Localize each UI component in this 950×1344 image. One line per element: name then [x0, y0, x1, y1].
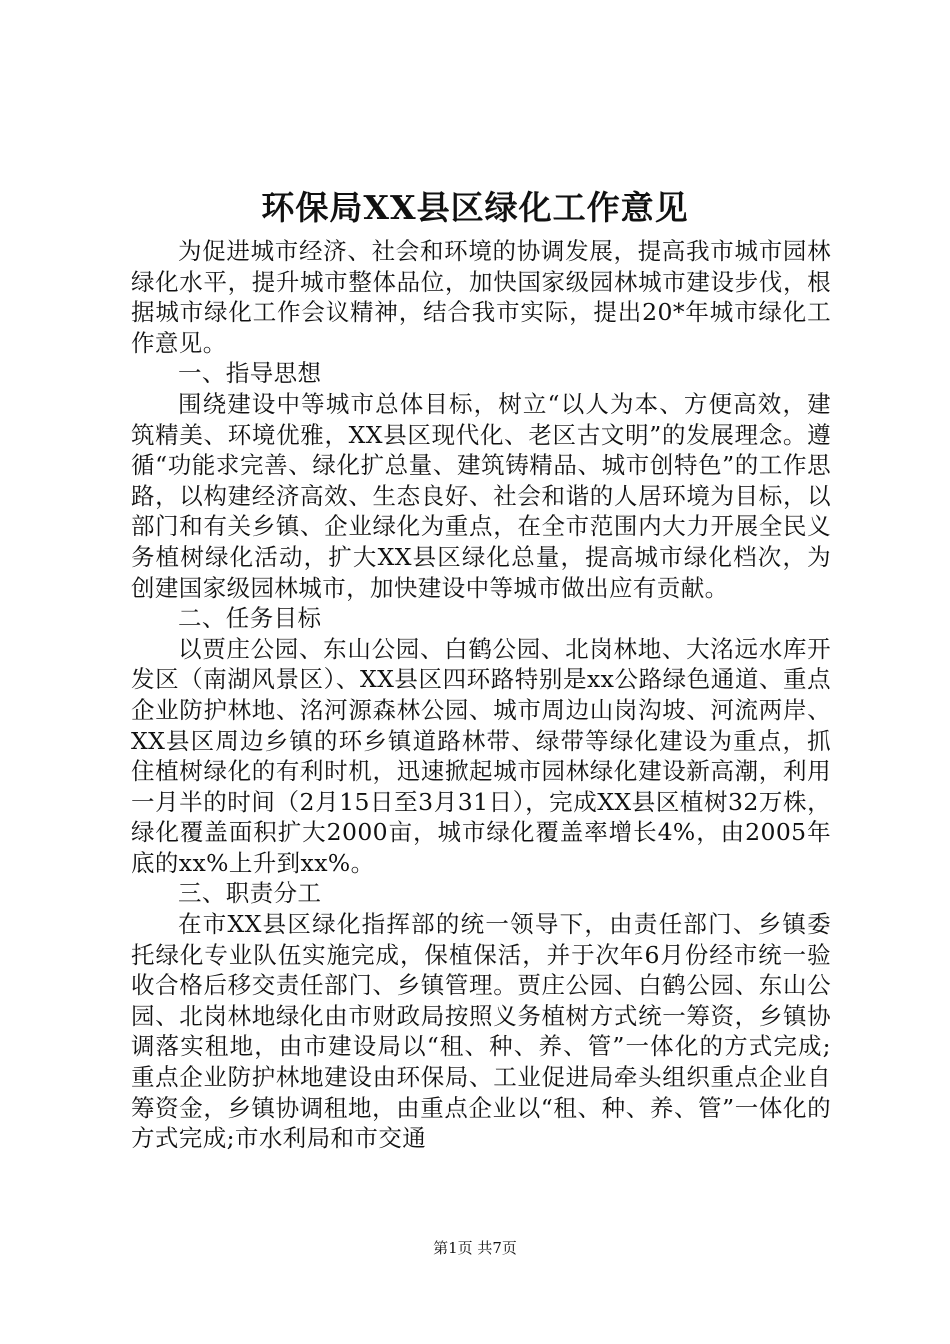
responsibilities-paragraph: 在市XX县区绿化指挥部的统一领导下，由责任部门、乡镇委托绿化专业队伍实施完成，保植保活，并于次年6月份经市统一验收合格后移交责任部门、乡镇管理。贾庄公园、白鹤公园、东山公园、北岗林地绿化由市财政局按照义务植树方式统一筹资，乡镇协调落实租地，由市建设局以“租、种、养、管”一体化的方式完成;重点企业防护林地建设由环保局、工业促进局牵头组织重点企业自筹资金，乡镇协调租地，由重点企业以“租、种、养、管”一体化的方式完成;市水利局和市交通	[131, 910, 831, 1153]
intro-paragraph: 为促进城市经济、社会和环境的协调发展，提高我市城市园林绿化水平，提升城市整体品位，加快国家级园林城市建设步伐，根据城市绿化工作会议精神，结合我市实际，提出20*年城市绿化工作意见。	[131, 237, 831, 357]
section-heading-responsibilities: 三、职责分工	[178, 879, 322, 908]
guiding-ideology-paragraph: 围绕建设中等城市总体目标，树立“以人为本、方便高效，建筑精美、环境优雅，XX县区现代化、老区古文明”的发展理念。遵循“功能求完善、绿化扩总量、建筑铸精品、城市创特色”的工作思路，以构建经济高效、生态良好、社会和谐的人居环境为目标，以部门和有关乡镇、企业绿化为重点，在全市范围内大力开展全民义务植树绿化活动，扩大XX县区绿化总量，提高城市绿化档次，为创建国家级园林城市，加快建设中等城市做出应有贡献。	[131, 389, 831, 602]
task-goals-paragraph: 以贾庄公园、东山公园、白鹤公园、北岗林地、大洺远水库开发区（南湖风景区）、XX县区四环路特别是xx公路绿色通道、重点企业防护林地、洺河源森林公园、城市周边山岗沟坡、河流两岸、XX县区周边乡镇的环乡镇道路林带、绿带等绿化建设为重点，抓住植树绿化的有利时机，迅速掀起城市园林绿化建设新高潮，利用一月半的时间（2月15日至3月31日），完成XX县区植树32万株，绿化覆盖面积扩大2000亩，城市绿化覆盖率增长4%，由2005年底的xx%上升到xx%。	[131, 634, 831, 877]
document-title: 环保局XX县区绿化工作意见	[261, 188, 689, 227]
section-heading-task-goals: 二、任务目标	[178, 604, 322, 633]
document-body	[131, 236, 831, 1154]
section-heading-guiding-ideology: 一、指导思想	[178, 359, 322, 388]
page-number-footer: 第1页 共7页	[433, 1239, 517, 1257]
